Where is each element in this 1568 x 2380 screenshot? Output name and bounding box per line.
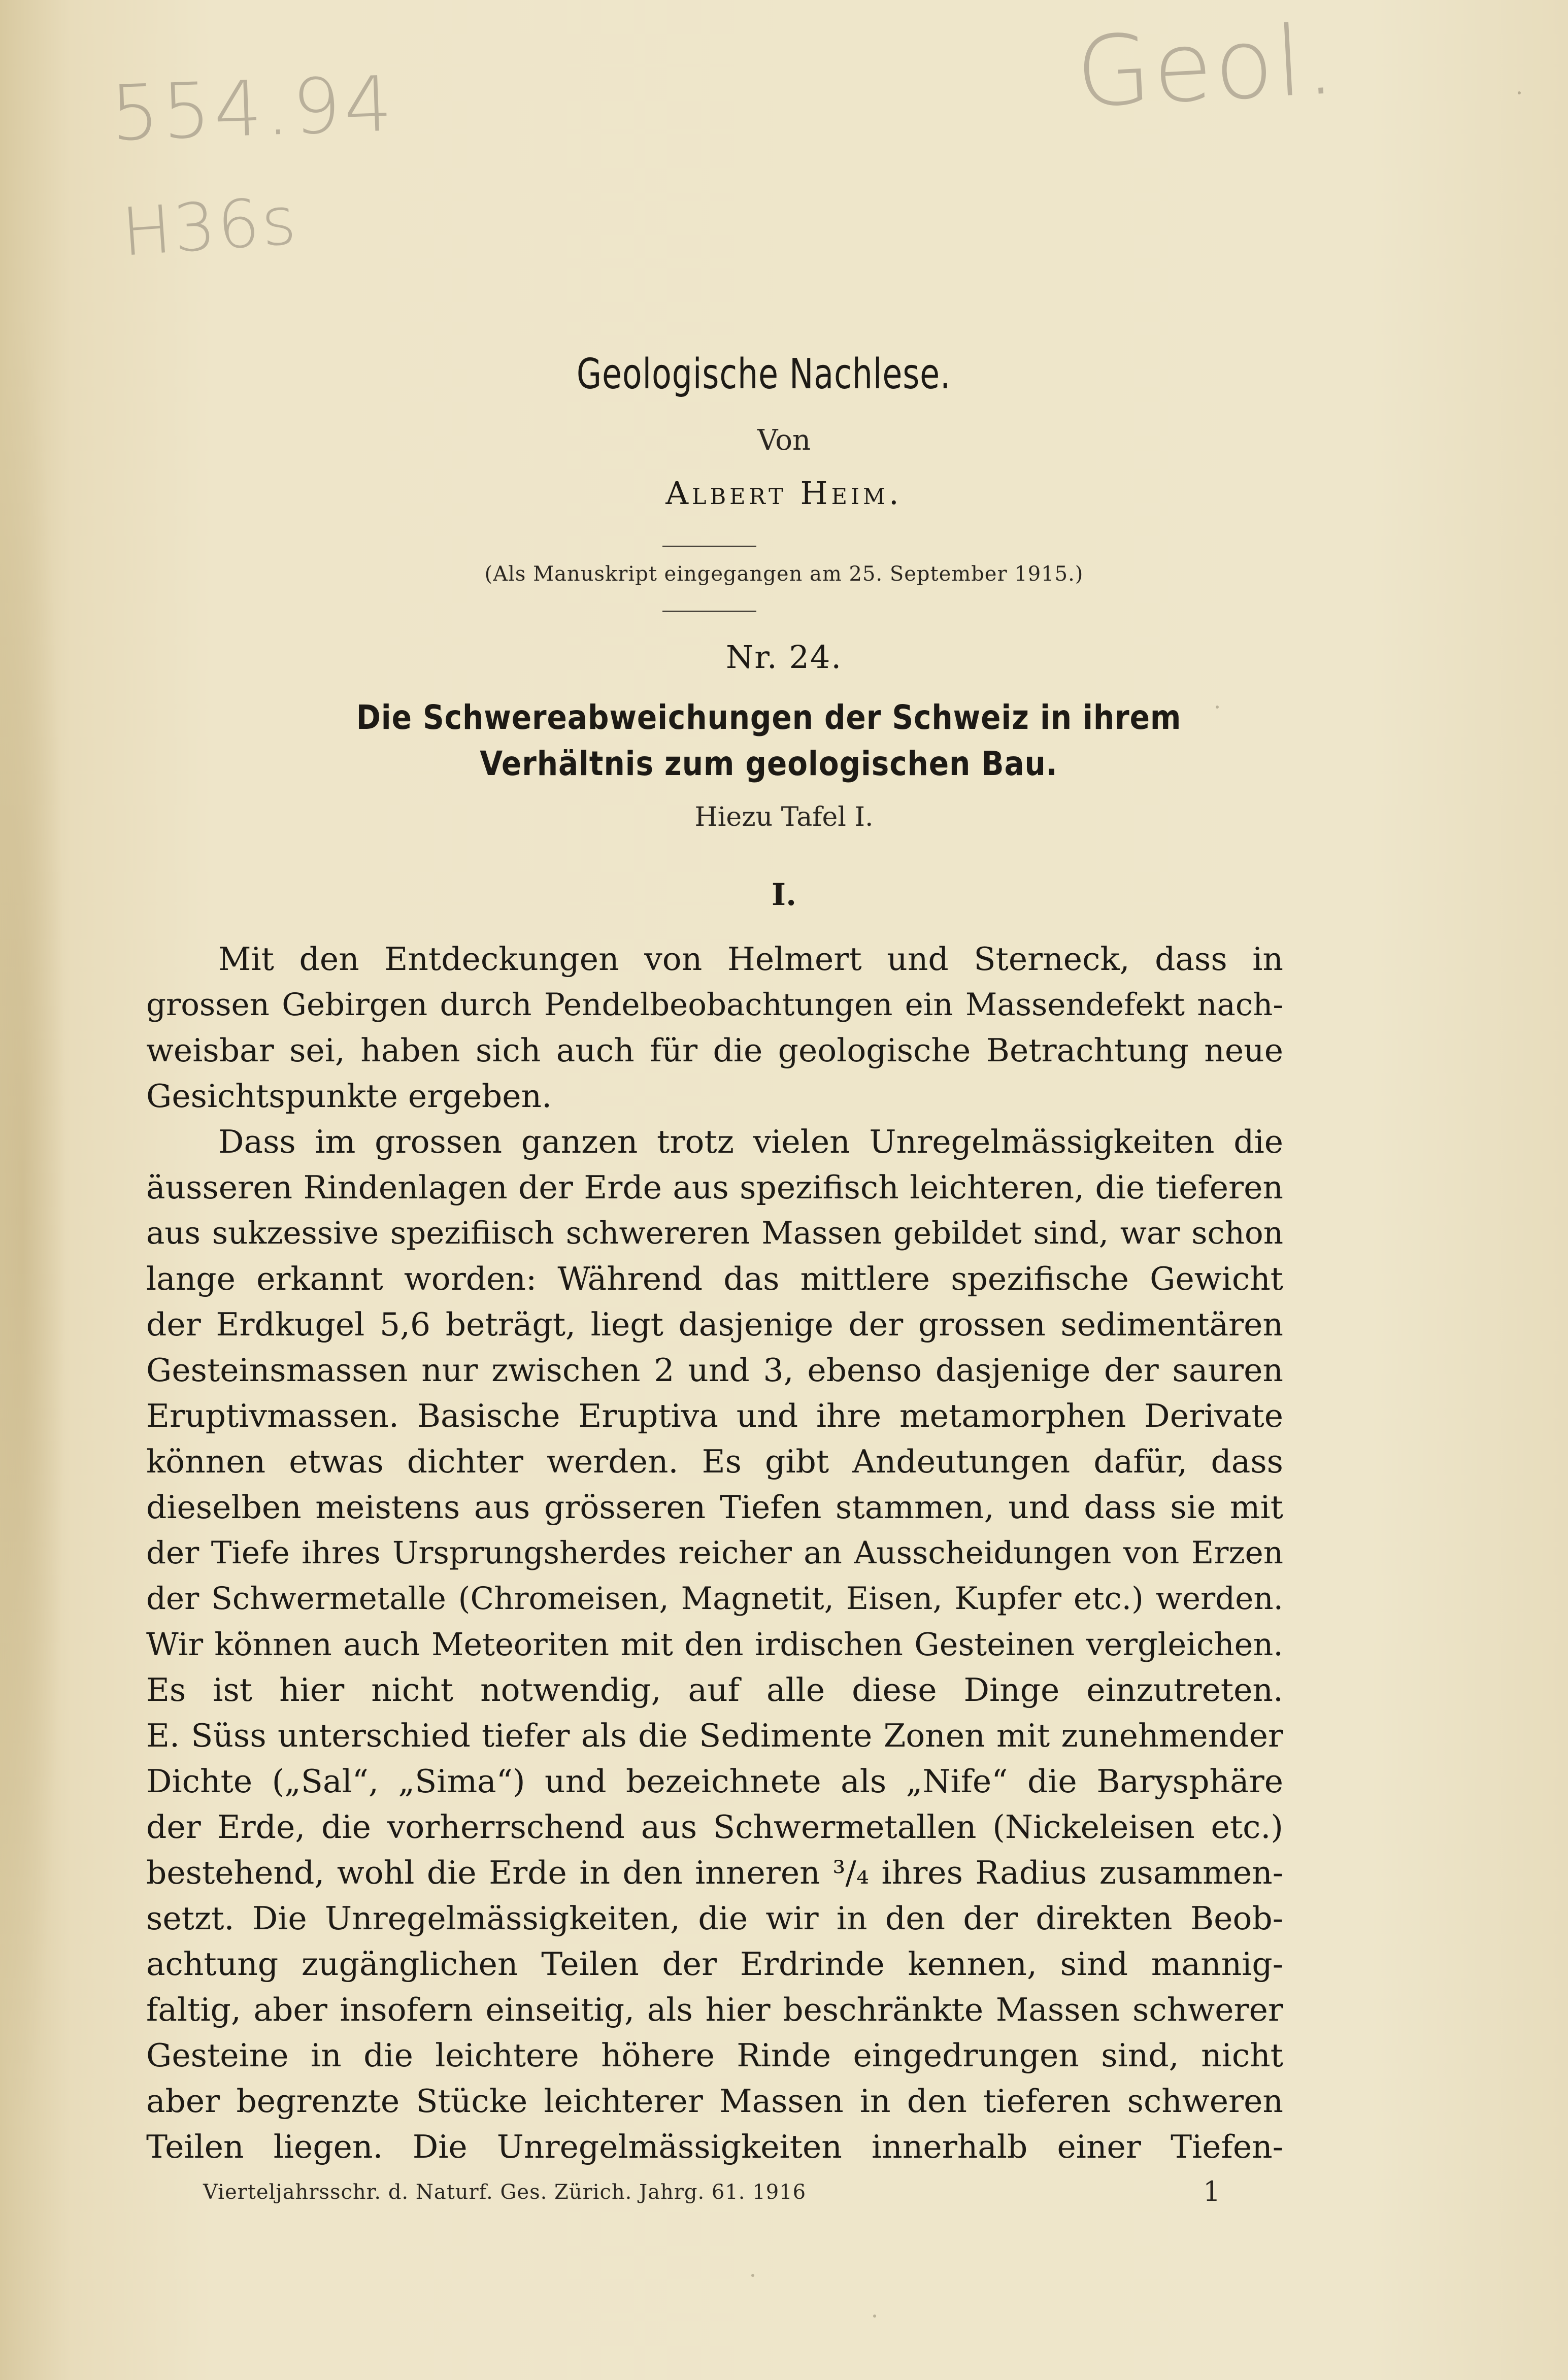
section-number: I. — [772, 877, 796, 913]
paper-speck — [751, 2274, 754, 2277]
paper-speck — [873, 2315, 876, 2318]
body-line: Wir können auch Meteoriten mit den irdischen Gesteinen vergleichen. — [146, 1626, 1283, 1663]
paper-speck — [1518, 91, 1521, 94]
body-line: achtung zugänglichen Teilen der Erdrinde kennen, sind mannig- — [146, 1946, 1283, 1983]
body-line: Gesichtspunkte ergeben. — [146, 1078, 552, 1115]
body-line: dieselben meistens aus grösseren Tiefen stammen, und dass sie mit — [146, 1489, 1283, 1526]
pencil-call-number-bottom: H36s — [119, 182, 301, 271]
body-line: weisbar sei, haben sich auch für die geologische Betrachtung neue — [146, 1032, 1283, 1069]
body-line: Es ist hier nicht notwendig, auf alle diese Dinge einzutreten. — [146, 1671, 1283, 1708]
article-number: Nr. 24. — [725, 639, 843, 676]
body-line: Gesteine in die leichtere höhere Rinde eingedrungen sind, nicht — [146, 2037, 1283, 2074]
page-number: 1 — [1203, 2175, 1221, 2207]
received-note: (Als Manuskript eingegangen am 25. September 1915.) — [484, 562, 1084, 586]
section-heading-line-1: Die Schwereabweichungen der Schweiz in ihrem — [356, 698, 1182, 737]
body-line: der Schwermetalle (Chromeisen, Magnetit, Eisen, Kupfer etc.) werden. — [146, 1581, 1283, 1617]
article-title: Geologische Nachlese. — [576, 350, 951, 398]
section-heading-line-2: Verhältnis zum geologischen Bau. — [480, 744, 1058, 783]
byline-von: Von — [757, 424, 811, 457]
plate-note: Hiezu Tafel I. — [694, 802, 874, 832]
body-line: lange erkannt worden: Während das mittlere spezifische Gewicht — [146, 1260, 1283, 1297]
body-line: Mit den Entdeckungen von Helmert und Sterneck, dass in — [218, 941, 1283, 978]
divider-rule — [662, 611, 756, 612]
pencil-subject-mark: Geol. — [1073, 3, 1340, 129]
divider-rule — [662, 546, 756, 547]
body-line: setzt. Die Unregelmässigkeiten, die wir in den der direkten Beob- — [146, 1900, 1283, 1937]
body-line: Dichte („Sal“, „Sima“) und bezeichnete als „Nife“ die Barysphäre — [146, 1763, 1283, 1800]
body-line: Eruptivmassen. Basische Eruptiva und ihre metamorphen Derivate — [146, 1397, 1283, 1434]
pencil-call-number-top: 554.94 — [109, 60, 397, 158]
paper-speck — [1216, 706, 1219, 709]
body-line: der Tiefe ihres Ursprungsherdes reicher an Ausscheidungen von Erzen — [146, 1535, 1283, 1571]
body-line: der Erdkugel 5,6 beträgt, liegt dasjenige der grossen sedimentären — [146, 1306, 1283, 1343]
body-line: aber begrenzte Stücke leichterer Massen in den tieferen schweren — [146, 2083, 1283, 2120]
body-line: grossen Gebirgen durch Pendelbeobachtungen ein Massendefekt nach- — [146, 987, 1283, 1023]
author-name: Albert Heim. — [665, 475, 903, 512]
body-line: der Erde, die vorherrschend aus Schwermetallen (Nickeleisen etc.) — [146, 1808, 1283, 1846]
body-line: E. Süss unterschied tiefer als die Sedimente Zonen mit zunehmender — [146, 1717, 1283, 1754]
body-line: aus sukzessive spezifiisch schwereren Massen gebildet sind, war schon — [146, 1215, 1283, 1251]
body-line: Gesteinsmassen nur zwischen 2 und 3, ebenso dasjenige der sauren — [146, 1352, 1283, 1389]
body-line: können etwas dichter werden. Es gibt Andeutungen dafür, dass — [146, 1443, 1283, 1480]
body-line: faltig, aber insofern einseitig, als hier beschränkte Massen schwerer — [146, 1991, 1283, 2028]
body-line: bestehend, wohl die Erde in den inneren ³/₄ ihres Radius zusammen- — [146, 1854, 1283, 1891]
body-line: äusseren Rindenlagen der Erde aus spezifisch leichteren, die tieferen — [146, 1169, 1283, 1206]
journal-citation: Vierteljahrsschr. d. Naturf. Ges. Zürich. Jahrg. 61. 1916 — [203, 2181, 807, 2204]
body-line: Dass im grossen ganzen trotz vielen Unregelmässigkeiten die — [218, 1123, 1283, 1160]
body-text — [146, 936, 1283, 2170]
body-line: Teilen liegen. Die Unregelmässigkeiten innerhalb einer Tiefen- — [146, 2128, 1283, 2165]
